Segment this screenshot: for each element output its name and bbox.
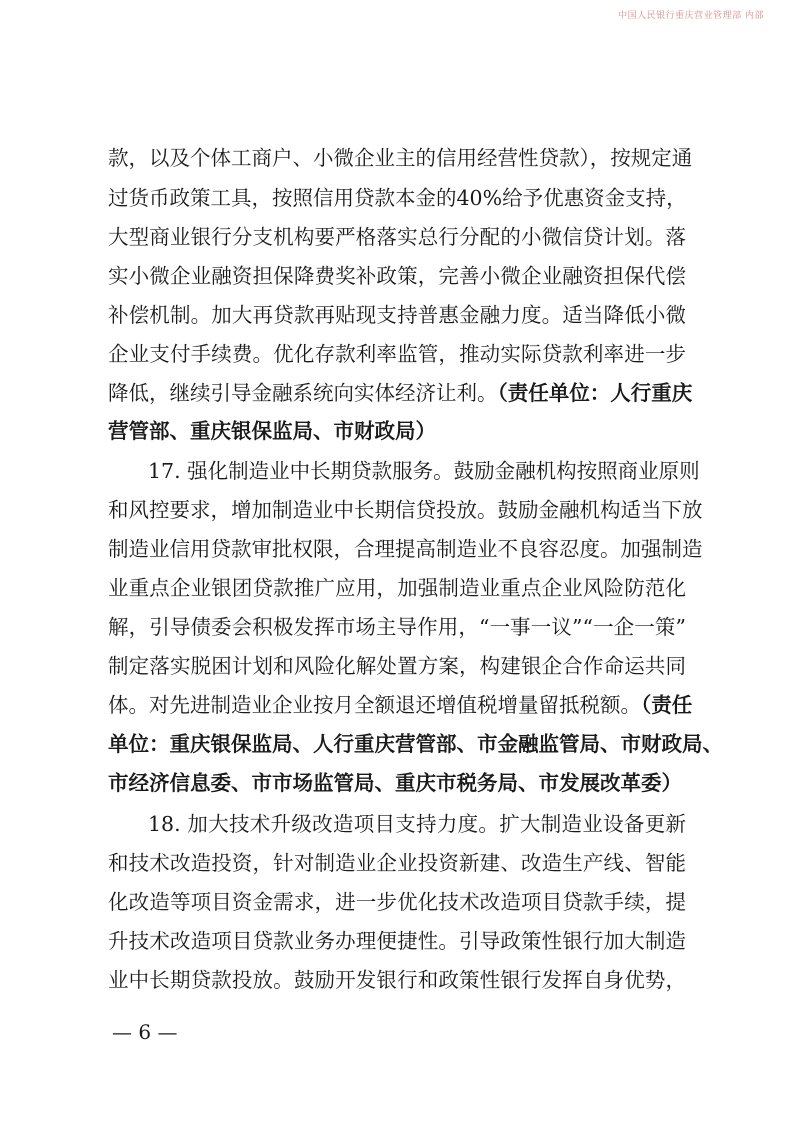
body-line (108, 180, 686, 216)
body-line (108, 375, 693, 411)
responsible-units-text: （责任单位：人行重庆 (497, 381, 693, 405)
line-text: 实小微企业融资担保降费奖补政策，完善小微企业融资担保代偿 (108, 264, 686, 288)
body-line (108, 609, 686, 645)
line-text: 企业支付手续费。优化存款利率监管，推动实际贷款利率进一步 (108, 342, 686, 366)
body-line (108, 531, 703, 567)
line-text: 降低，继续引导金融系统向实体经济让利。 (108, 381, 498, 405)
item-17-first-line (148, 453, 700, 489)
line-text: 体。对先进制造业企业按月全额退还增值税增量留抵税额。 (108, 693, 641, 717)
line-text: 解，引导债委会积极发挥市场主导作用，“一事一议”“一企一策” (108, 615, 686, 639)
line-text: 18. 加大技术升级改造项目支持力度。扩大制造业设备更新 (148, 812, 686, 836)
line-text: 业中长期贷款投放。鼓励开发银行和政策性银行发挥自身优势， (108, 968, 686, 992)
responsible-units-text: 市经济信息委、市市场监管局、重庆市税务局、市发展改革委） (108, 771, 682, 795)
body-line (108, 492, 703, 528)
line-text: 款，以及个体工商户、小微企业主的信用经营性贷款），按规定通 (108, 146, 693, 170)
header-stamp: 中国人民银行重庆营业管理部 内部 (618, 11, 764, 21)
body-line (108, 845, 686, 881)
body-line (108, 687, 693, 723)
responsible-units-text: （责任 (641, 693, 693, 717)
body-line (108, 884, 686, 920)
responsible-units-text: 营管部、重庆银保监局、市财政局） (108, 419, 436, 443)
item-18-first-line (148, 806, 686, 842)
line-text: 化改造等项目资金需求，进一步优化技术改造项目贷款手续，提 (108, 890, 686, 914)
body-line (108, 258, 686, 294)
body-line (108, 219, 686, 255)
body-line (108, 140, 693, 176)
body-line (108, 923, 686, 959)
body-line (108, 765, 686, 801)
body-line (108, 297, 686, 333)
responsible-units-text: 单位：重庆银保监局、人行重庆营管部、市金融监管局、市财政局、 (108, 732, 723, 756)
line-text: 大型商业银行分支机构要严格落实总行分配的小微信贷计划。落 (108, 225, 686, 249)
line-text: 17. 强化制造业中长期贷款服务。鼓励金融机构按照商业原则 (148, 459, 700, 483)
line-text: 和风控要求，增加制造业中长期信贷投放。鼓励金融机构适当下放 (108, 498, 703, 522)
body-line (108, 570, 686, 606)
body-line (108, 962, 686, 998)
body-line (108, 413, 686, 449)
body-line (108, 726, 723, 762)
line-text: 制造业信用贷款审批权限，合理提高制造业不良容忍度。加强制造 (108, 537, 703, 561)
line-text: 补偿机制。加大再贷款再贴现支持普惠金融力度。适当降低小微 (108, 303, 686, 327)
page-number: — 6 — (112, 1020, 178, 1044)
line-text: 过货币政策工具，按照信用贷款本金的40%给予优惠资金支持， (108, 186, 687, 210)
line-text: 和技术改造投资，针对制造业企业投资新建、改造生产线、智能 (108, 851, 686, 875)
line-text: 制定落实脱困计划和风险化解处置方案，构建银企合作命运共同 (108, 654, 686, 678)
body-line (108, 648, 686, 684)
body-line (108, 336, 686, 372)
line-text: 业重点企业银团贷款推广应用，加强制造业重点企业风险防范化 (108, 576, 686, 600)
line-text: 升技术改造项目贷款业务办理便捷性。引导政策性银行加大制造 (108, 929, 686, 953)
